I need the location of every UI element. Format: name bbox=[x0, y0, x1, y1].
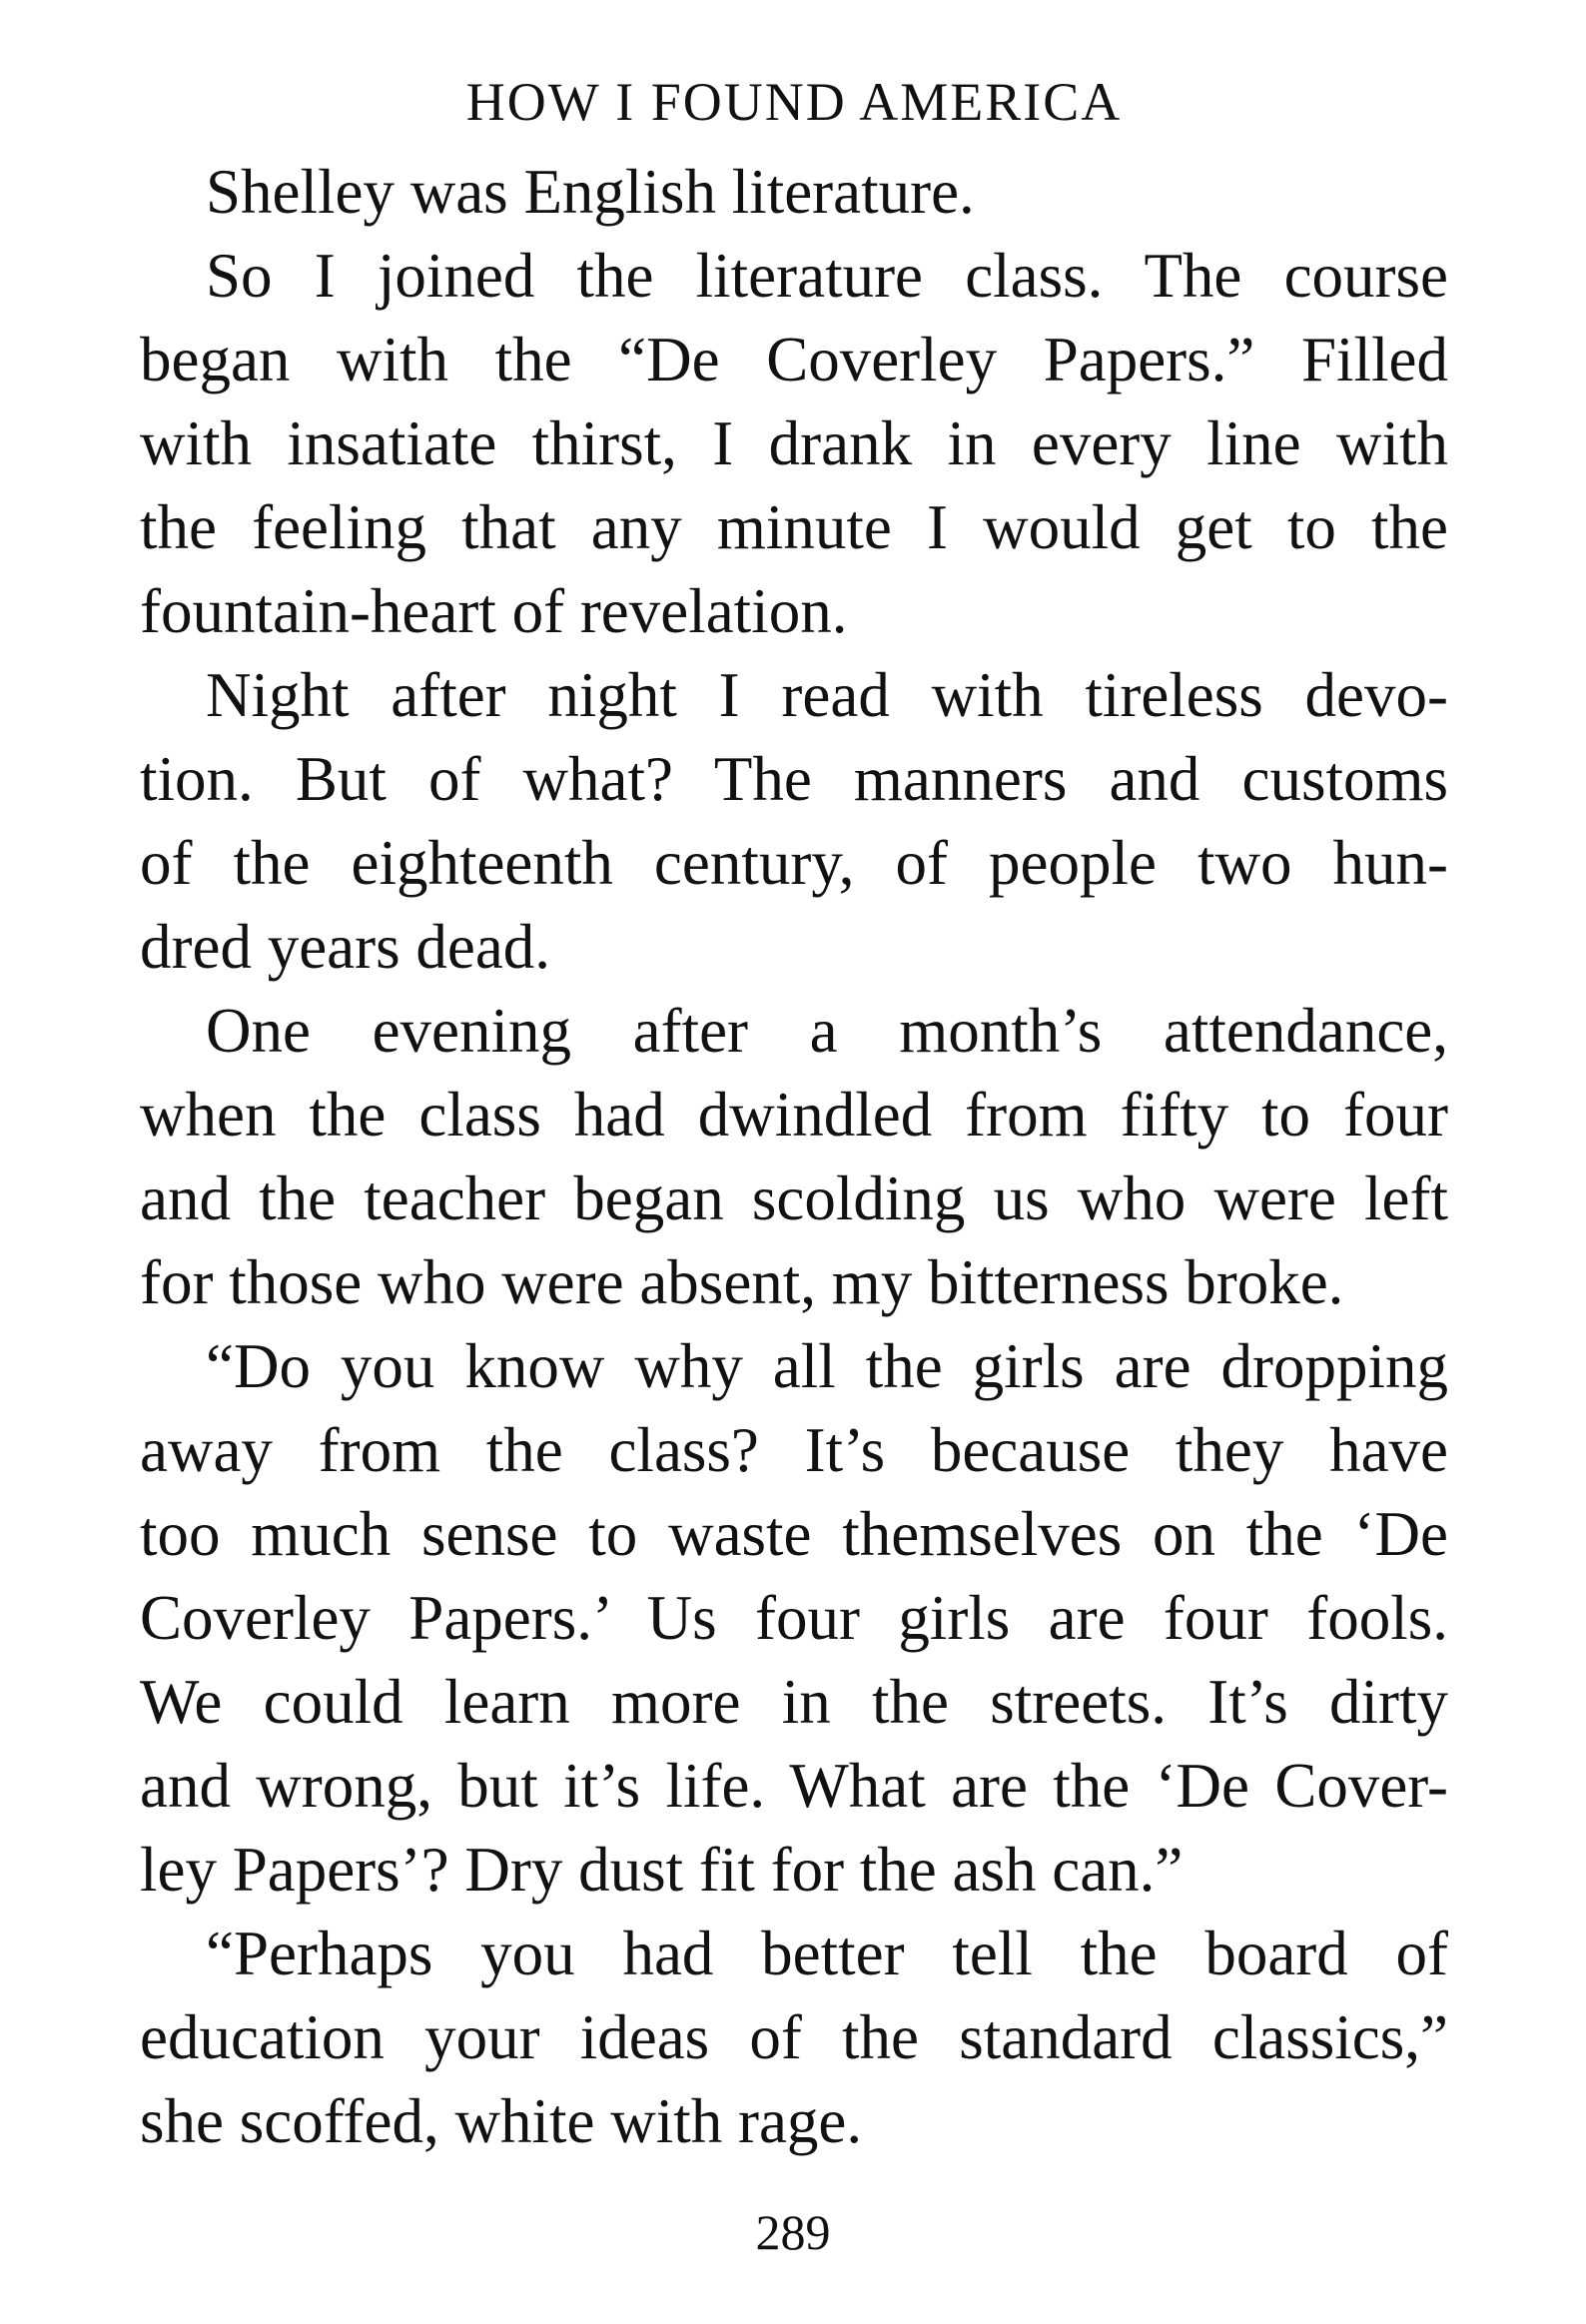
text-line: and the teacher began scolding us who were left bbox=[140, 1163, 1448, 1233]
text-line: One evening after a month’s attendance, bbox=[206, 996, 1448, 1066]
text-line: fountain-heart of revelation. bbox=[140, 576, 848, 646]
text-line: away from the class? It’s because they have bbox=[140, 1415, 1448, 1485]
text-line: with insatiate thirst, I drank in every line with bbox=[140, 408, 1448, 478]
text-line: began with the “De Coverley Papers.” Filled bbox=[140, 325, 1448, 394]
text-line: education your ideas of the standard classics,” bbox=[140, 2002, 1448, 2072]
text-line: the feeling that any minute I would get to the bbox=[140, 492, 1448, 562]
text-line: Night after night I read with tireless devo- bbox=[206, 660, 1448, 730]
text-line: too much sense to waste themselves on the ‘De bbox=[140, 1499, 1448, 1569]
text-line: ley Papers’? Dry dust fit for the ash can.” bbox=[140, 1835, 1184, 1905]
text-line: and wrong, but it’s life. What are the ‘De Cover- bbox=[140, 1751, 1448, 1821]
body-text bbox=[140, 150, 1448, 2163]
text-line: “Perhaps you had better tell the board of bbox=[206, 1919, 1448, 1988]
text-line: Shelley was English literature. bbox=[206, 157, 975, 227]
text-line: Coverley Papers.’ Us four girls are four fools. bbox=[140, 1583, 1448, 1653]
text-line: she scoffed, white with rage. bbox=[140, 2086, 863, 2156]
text-line: dred years dead. bbox=[140, 912, 551, 982]
text-line: So I joined the literature class. The course bbox=[206, 241, 1448, 311]
text-line: We could learn more in the streets. It’s dirty bbox=[140, 1667, 1448, 1737]
text-line: when the class had dwindled from fifty to four bbox=[140, 1080, 1448, 1150]
running-head: HOW I FOUND AMERICA bbox=[465, 72, 1123, 132]
text-line: “Do you know why all the girls are dropping bbox=[206, 1331, 1448, 1401]
text-line: for those who were absent, my bitterness broke. bbox=[140, 1247, 1344, 1317]
text-line: of the eighteenth century, of people two hun- bbox=[140, 828, 1448, 898]
page-number: 289 bbox=[755, 2204, 831, 2260]
text-line: tion. But of what? The manners and customs bbox=[140, 744, 1448, 814]
